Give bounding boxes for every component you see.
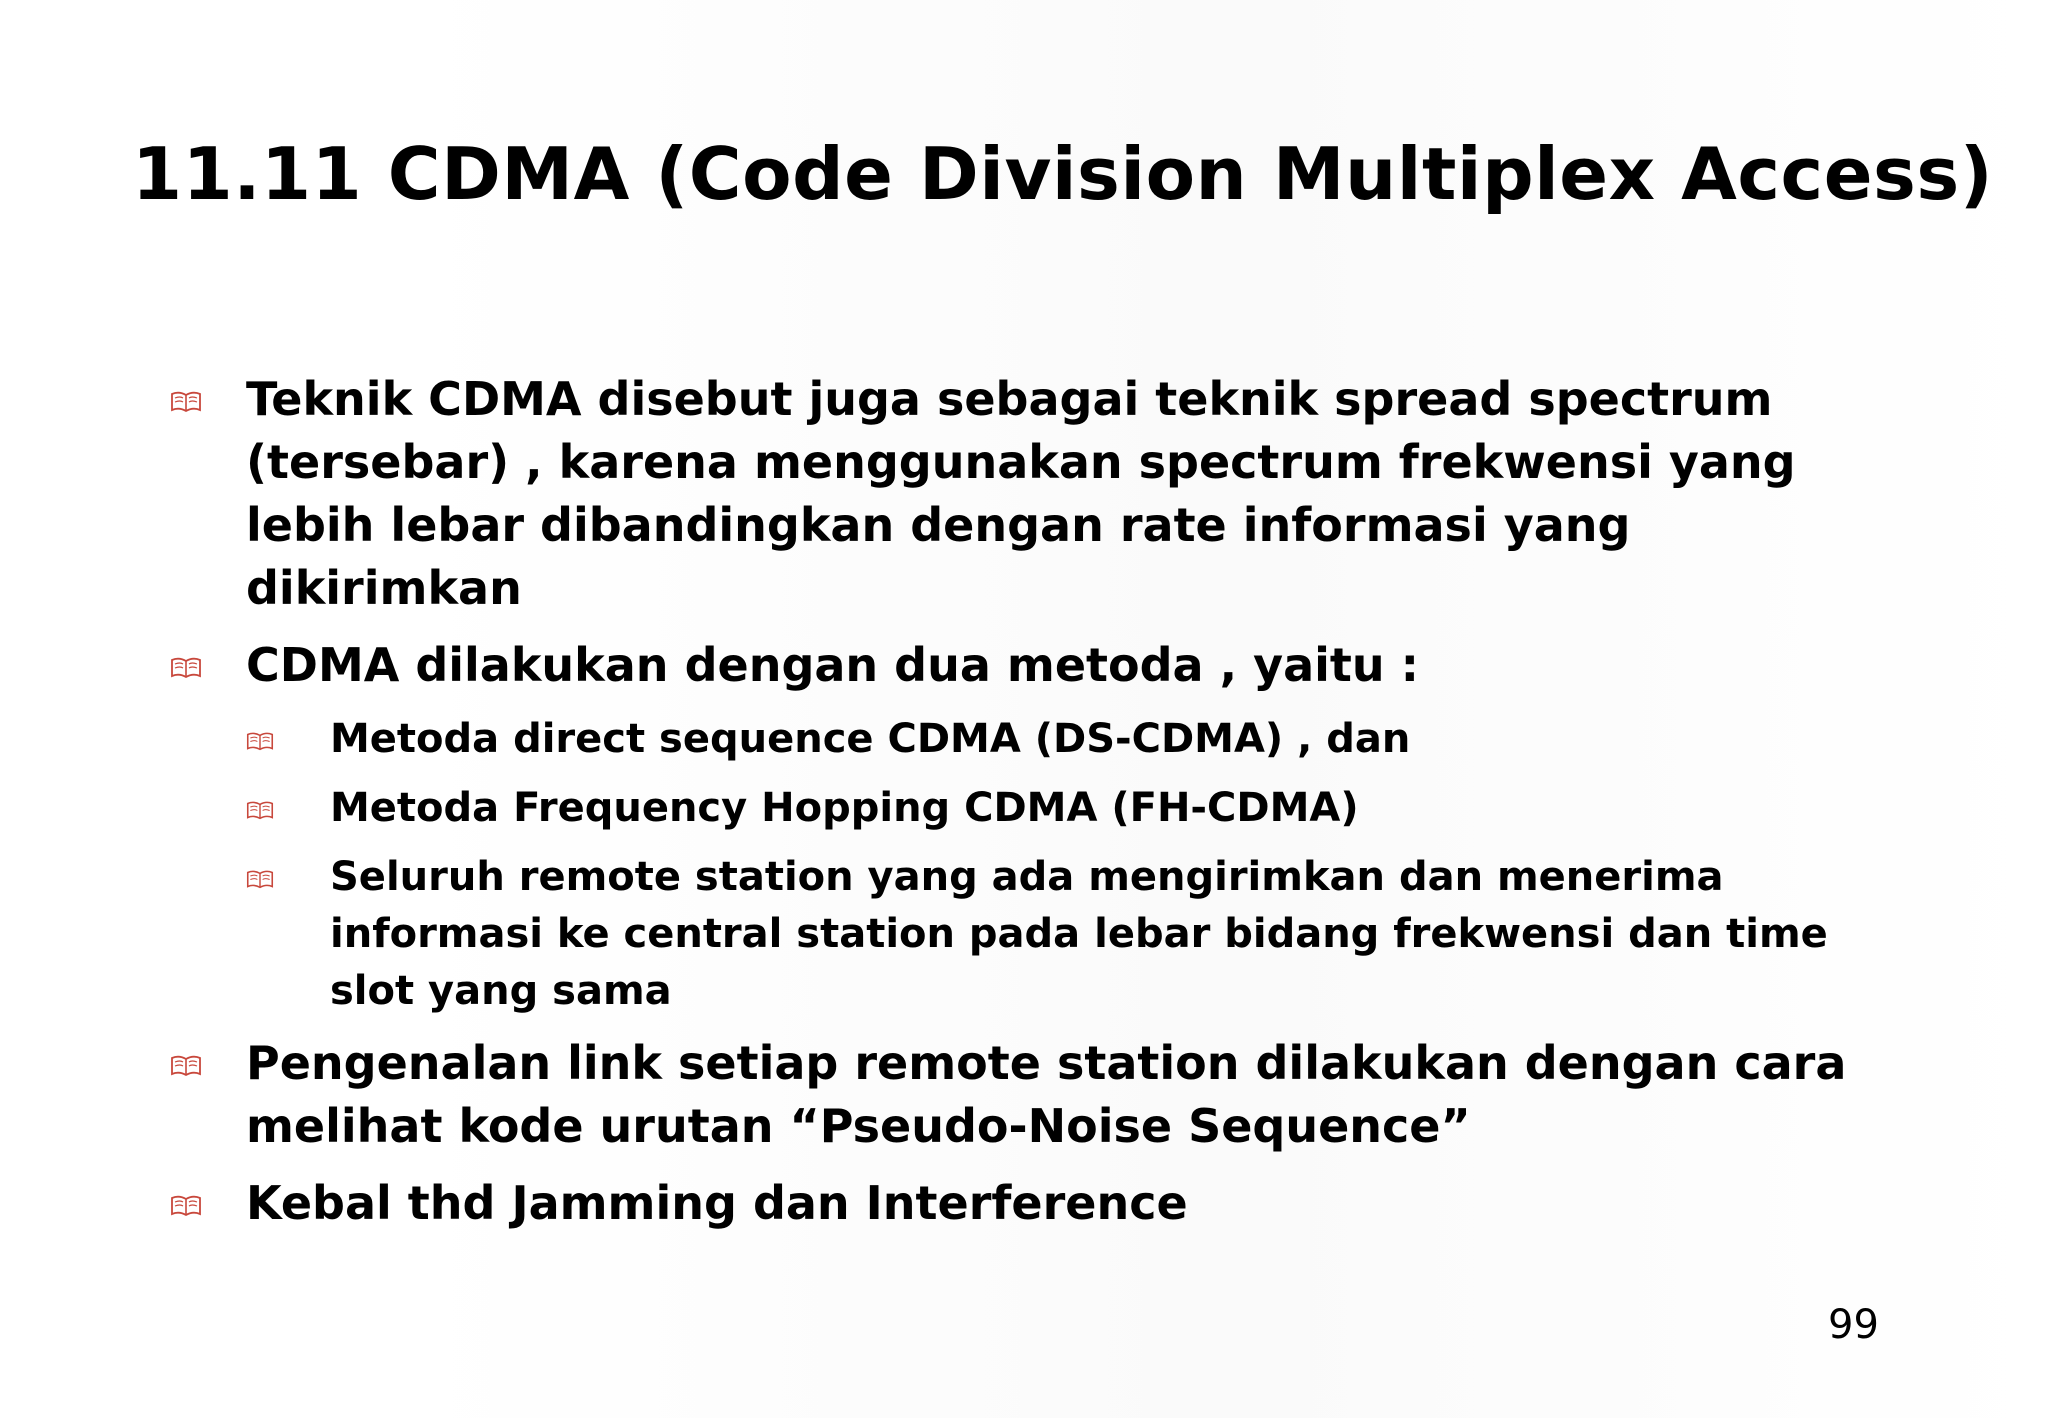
open-book-icon — [170, 1194, 202, 1218]
open-book-icon — [246, 731, 274, 752]
slide-title: 11.11 CDMA (Code Division Multiplex Access) — [132, 132, 1994, 216]
sub-bullet-text: Metoda direct sequence CDMA (DS-CDMA) , dan — [330, 716, 1411, 762]
bullet-item — [170, 1172, 1870, 1235]
bullet-list — [170, 368, 1870, 1249]
bullet-item — [170, 1032, 1870, 1158]
bullet-item — [170, 368, 1870, 620]
page-number: 99 — [1828, 1302, 1879, 1348]
open-book-icon — [246, 869, 274, 890]
sub-bullet-text: Seluruh remote station yang ada mengirimkan dan menerima informasi ke central station pada lebar bidang frekwensi dan time slot yang sama — [330, 854, 1828, 1014]
bullet-item — [170, 634, 1870, 697]
bullet-text: Kebal thd Jamming dan Interference — [246, 1176, 1188, 1230]
open-book-icon — [170, 656, 202, 680]
open-book-icon — [170, 1054, 202, 1078]
bullet-text: Pengenalan link setiap remote station dilakukan dengan cara melihat kode urutan “Pseudo-Noise Sequence” — [246, 1036, 1847, 1153]
bullet-text: Teknik CDMA disebut juga sebagai teknik spread spectrum (tersebar) , karena menggunakan spectrum frekwensi yang lebih lebar dibandingkan dengan rate informasi yang dikirimkan — [246, 372, 1796, 615]
sub-bullet-item — [246, 849, 1870, 1020]
open-book-icon — [170, 390, 202, 414]
open-book-icon — [246, 800, 274, 821]
sub-bullet-item — [246, 711, 1870, 768]
bullet-text: CDMA dilakukan dengan dua metoda , yaitu : — [246, 638, 1420, 692]
sub-bullet-item — [246, 780, 1870, 837]
sub-bullet-list — [170, 711, 1870, 1020]
sub-bullet-text: Metoda Frequency Hopping CDMA (FH-CDMA) — [330, 785, 1359, 831]
